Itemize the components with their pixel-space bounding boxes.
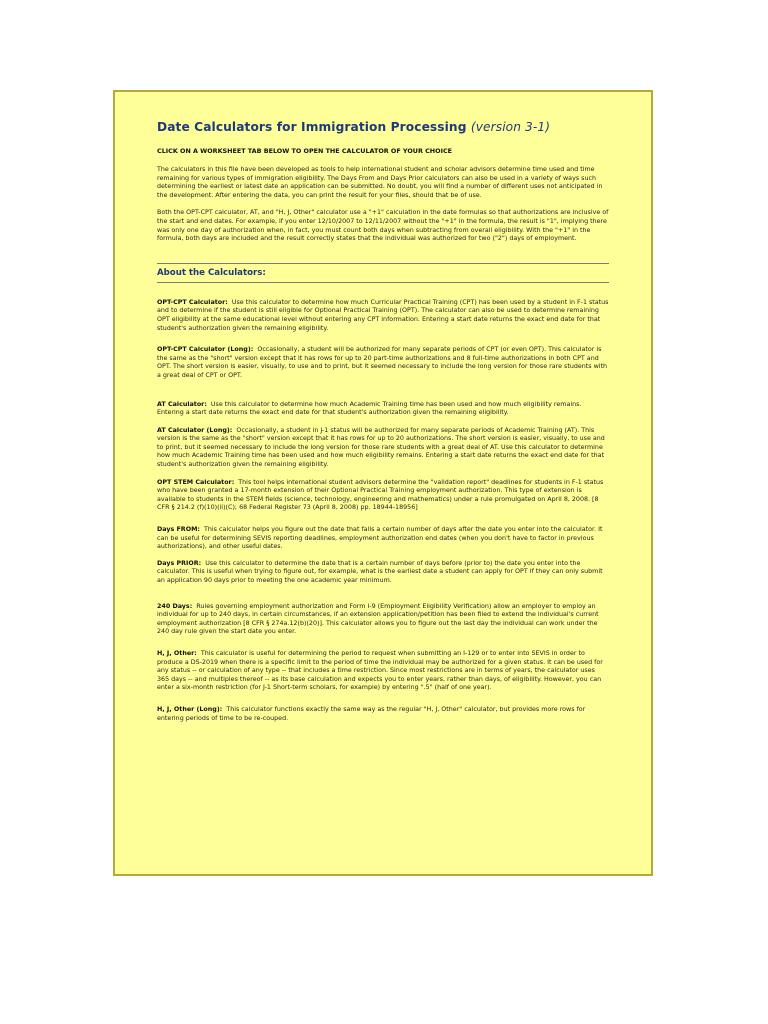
calculator-name: 240 Days: xyxy=(157,602,193,610)
calculator-desc: This calculator is useful for determining the period to request when submitting an I-129 or to enter into SEVIS in order to produce a DS-2019 when there is a specific limit to the period of time the individual may be authorized for a given status. It can be used for any status -- or calculation of any type -- that includes a time restriction. Since most restrictions are in terms of years, the calculator uses 365 days -- and multiples thereof -- as its base calculation and expects you to enter years, rather than days, of eligibility. However, you can enter a six-month restriction (for J-1 Short-term scholars, for example) by entering ".5" (half of one year). xyxy=(157,649,603,692)
title-main: Date Calculators for Immigration Processing xyxy=(157,120,467,134)
calculator-name: Days PRIOR: xyxy=(157,559,202,567)
calculator-name: OPT-CPT Calculator (Long): xyxy=(157,346,254,354)
calculator-description xyxy=(157,603,609,637)
intro-paragraph-2: Both the OPT-CPT calculator, AT, and "H, J, Other" calculator use a "+1" calculation in the date formulas so that authorizations are inclusive of the start and end dates. For example, if you enter 12/10/2007 to 12/11/2007 without the "+1" in the formula, the result is "1", implying there was only one day of authorization when, in fact, you must count both days when subtracting from overall eligibility. With the "+1" in the formula, both days are included and the result correctly states that the individual was authorized for two ("2") days of employment. xyxy=(157,209,609,243)
calculator-name: OPT-CPT Calculator: xyxy=(157,298,228,306)
calculator-name: OPT STEM Calculator: xyxy=(157,478,235,486)
calculator-name: H, J, Other: xyxy=(157,649,197,657)
title-version: (version 3-1) xyxy=(470,120,551,134)
calculator-description xyxy=(157,706,609,723)
instruction-text: CLICK ON A WORKSHEET TAB BELOW TO OPEN THE CALCULATOR OF YOUR CHOICE xyxy=(157,147,453,155)
calculator-description xyxy=(157,479,609,513)
calculator-description xyxy=(157,401,609,418)
calculator-desc: Use this calculator to determine the date that is a certain number of days before (prior to) the date you enter into the calculator. This is useful when trying to figure out, for example, what is the earliest date a student can apply for OPT if they can only submit an application 90 days prior to meeting the one academic year minimum. xyxy=(157,559,603,584)
calculator-desc: Rules governing employment authorization and Form I-9 (Employment Eligibility Verification) allow an employer to employ an individual for up to 240 days, in certain circumstances, if an extension application/petition has been filed to extend the individual's current employment authorization [8 CFR § 274a.12(b)(20)]. This calculator allows you to figure out the last day the individual can work under the 240 day rule given the start date you enter. xyxy=(157,602,599,636)
calculator-desc: Use this calculator to determine how much Curricular Practical Training (CPT) has been used by a student in F-1 status and to determine if the student is still eligible for Optional Practical Training (OPT). The calculator can also be used to determine remaining OPT eligibility at the same educational level without entering any CPT information. Entering a start date returns the exact end date for that student's authorization given the remaining eligibility. xyxy=(157,298,609,332)
calculator-description xyxy=(157,526,609,552)
calculator-desc: Occasionally, a student in J-1 status will be authorized for many separate periods of Academic Training (AT). This version is the same as the "short" version except that it has rows for up to 20 authorizations. The short version is easier, visually, to use and to print, but it seemed necessary to include the long version for those rare students with a great deal of AT. Use this calculator to determine how much Academic Training time has been used and how much eligibility remains. Entering a start date returns the exact end date for that student's authorization given the remaining eligibility. xyxy=(157,426,605,469)
calculator-name: Days FROM: xyxy=(157,526,200,534)
calculator-desc: This calculator functions exactly the same way as the regular "H, J, Other" calculator, but provides more rows for entering periods of time to be re-couped. xyxy=(157,705,586,722)
calculator-desc: This tool helps international student advisors determine the "validation report" deadlines for students in F-1 status who have been granted a 17-month extension of their Optional Practical Training employment authorization. This type of extension is available to students in the STEM fields (science, technology, engineering and mathematics) under a rule promulgated on April 8, 2008. [8 CFR § 214.2 (f)(10)(ii)(C); 68 Federal Register 73 (April 8, 2008) pp. 18944-18956] xyxy=(157,478,604,512)
calculator-desc: Use this calculator to determine how much Academic Training time has been used and how much eligibility remains. Entering a start date returns the exact end date for that student's authorization given the remaining eligibility. xyxy=(157,400,582,417)
intro-paragraph-1: The calculators in this file have been developed as tools to help international student and scholar advisors determine time used and time remaining for various types of immigration eligibility. The Days From and Days Prior calculators can also be used in a variety of ways such determining the earliest or latest date an application can be submitted. No doubt, you will find a number of different uses not anticipated in the development. After entering the data, you can print the result for your files, should that be of use. xyxy=(157,166,603,199)
calculator-desc: Occasionally, a student will be authorized for many separate periods of CPT (or even OPT). This calculator is the same as the "short" version except that it has rows for up to 20 part-time authorizations and 8 full-time authorizations in both CPT and OPT. The short version is easier, visually, to use and to print, but it seemed necessary to include the long version for those rare students with a great deal of CPT or OPT. xyxy=(157,346,608,379)
about-heading: About the Calculators: xyxy=(157,267,266,278)
calculator-description xyxy=(157,560,609,586)
calculator-name: AT Calculator (Long): xyxy=(157,426,233,434)
calculator-description xyxy=(157,346,609,380)
about-section-header xyxy=(157,263,609,283)
calculator-description xyxy=(157,427,609,470)
worksheet-page xyxy=(113,90,653,876)
page-title xyxy=(157,120,609,134)
calculator-name: H, J, Other (Long): xyxy=(157,705,223,713)
calculator-description xyxy=(157,650,609,693)
calculator-name: AT Calculator: xyxy=(157,400,207,408)
calculator-description xyxy=(157,299,609,333)
calculator-desc: This calculator helps you figure out the date that falls a certain number of days after the date you enter into the calculator. It can be useful for determining SEVIS reporting deadlines, employment authorization end dates (when you don't have to factor in previous authorizations), and other useful dates. xyxy=(157,526,603,551)
